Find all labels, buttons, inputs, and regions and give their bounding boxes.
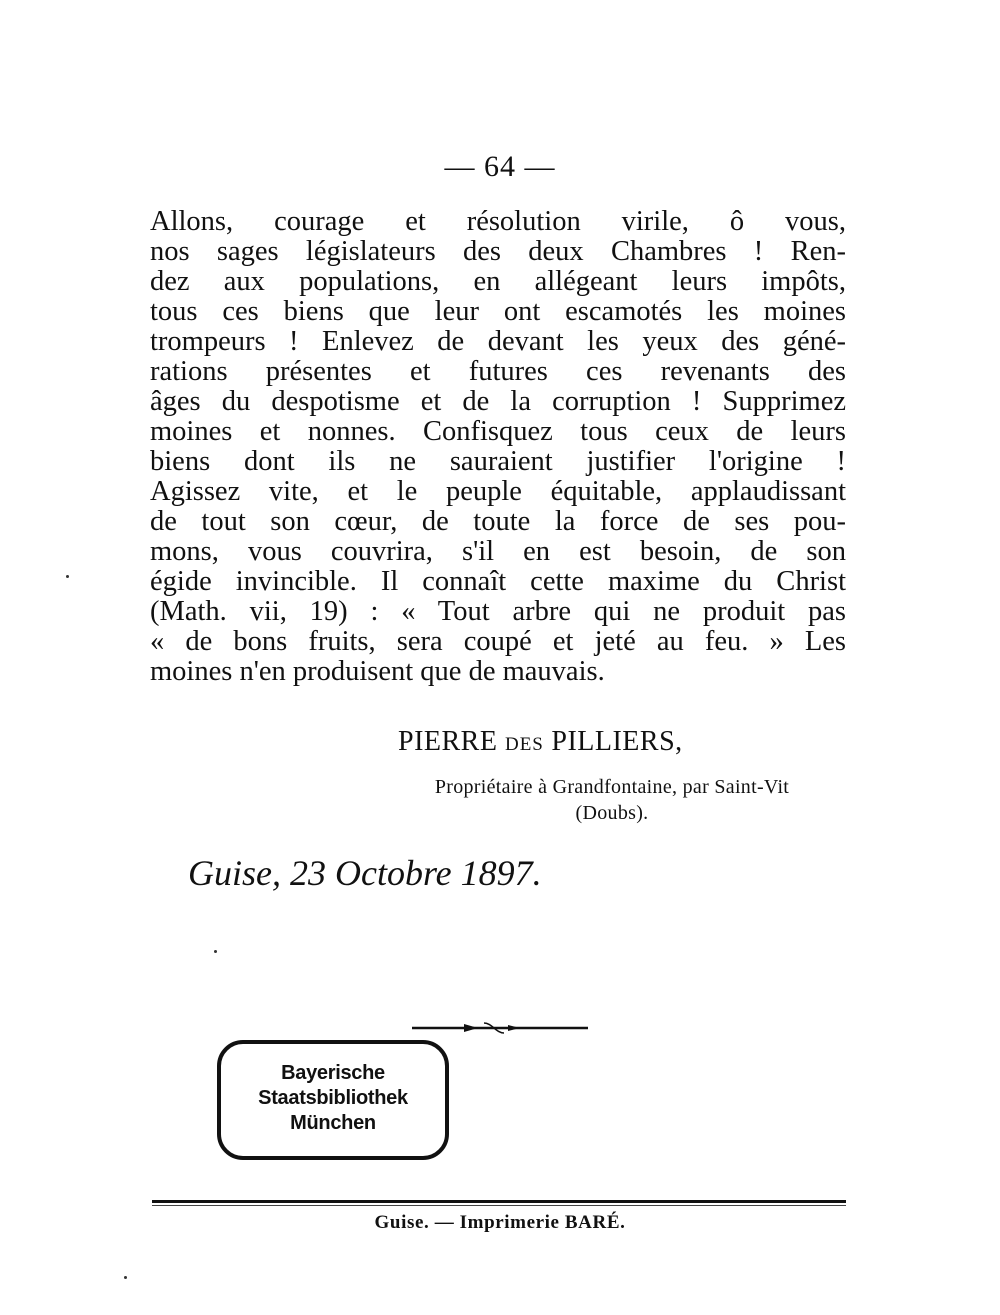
stamp-line: Bayerische <box>281 1062 385 1084</box>
signature-role <box>372 774 852 826</box>
footer-rule-thin <box>152 1205 846 1206</box>
body-line: de tout son cœur, de toute la force de ses pou- <box>150 506 846 537</box>
print-speck <box>214 950 217 953</box>
signature-name <box>398 726 683 758</box>
body-line: Agissez vite, et le peuple équitable, applaudissant <box>150 476 846 507</box>
body-line: rations présentes et futures ces revenants des <box>150 356 846 387</box>
body-paragraph <box>150 207 846 687</box>
ornament-divider <box>412 1020 588 1036</box>
stamp-line: München <box>290 1112 376 1134</box>
body-line: moines n'en produisent que de mauvais. <box>150 656 605 687</box>
library-stamp <box>217 1040 449 1160</box>
stamp-line: Staatsbibliothek <box>258 1087 408 1109</box>
body-line: Allons, courage et résolution virile, ô vous, <box>150 206 846 237</box>
body-line: trompeurs ! Enlevez de devant les yeux des géné- <box>150 326 846 357</box>
body-line: moines et nonnes. Confisquez tous ceux de leurs <box>150 416 846 447</box>
print-speck <box>66 575 69 578</box>
footer-rule <box>152 1200 846 1203</box>
body-line: tous ces biens que leur ont escamotés les moines <box>150 296 846 327</box>
body-line: « de bons fruits, sera coupé et jeté au feu. » Les <box>150 626 846 657</box>
signature-first-name: PIERRE <box>398 726 498 757</box>
signature-role-line: Propriétaire à Grandfontaine, par Saint-Vit <box>434 776 790 798</box>
print-speck <box>124 1276 127 1279</box>
body-line: (Math. vii, 19) : « Tout arbre qui ne produit pas <box>150 596 846 627</box>
page-number: — 64 — <box>444 150 556 183</box>
signature-role-line: (Doubs). <box>575 802 649 824</box>
dateline: Guise, 23 Octobre 1897. <box>188 853 542 893</box>
printer-imprint: Guise. — Imprimerie BARÉ. <box>374 1212 626 1233</box>
signature-particle: DES <box>504 734 544 755</box>
signature-last-name: PILLIERS, <box>551 726 683 757</box>
body-line: âges du despotisme et de la corruption ! Supprimez <box>150 386 846 417</box>
body-line: mons, vous couvrira, s'il en est besoin, de son <box>150 536 846 567</box>
body-line: égide invincible. Il connaît cette maxime du Christ <box>150 566 846 597</box>
body-line: biens dont ils ne sauraient justifier l'origine ! <box>150 446 846 477</box>
body-line: nos sages législateurs des deux Chambres ! Ren- <box>150 236 846 267</box>
body-line: dez aux populations, en allégeant leurs impôts, <box>150 266 846 297</box>
